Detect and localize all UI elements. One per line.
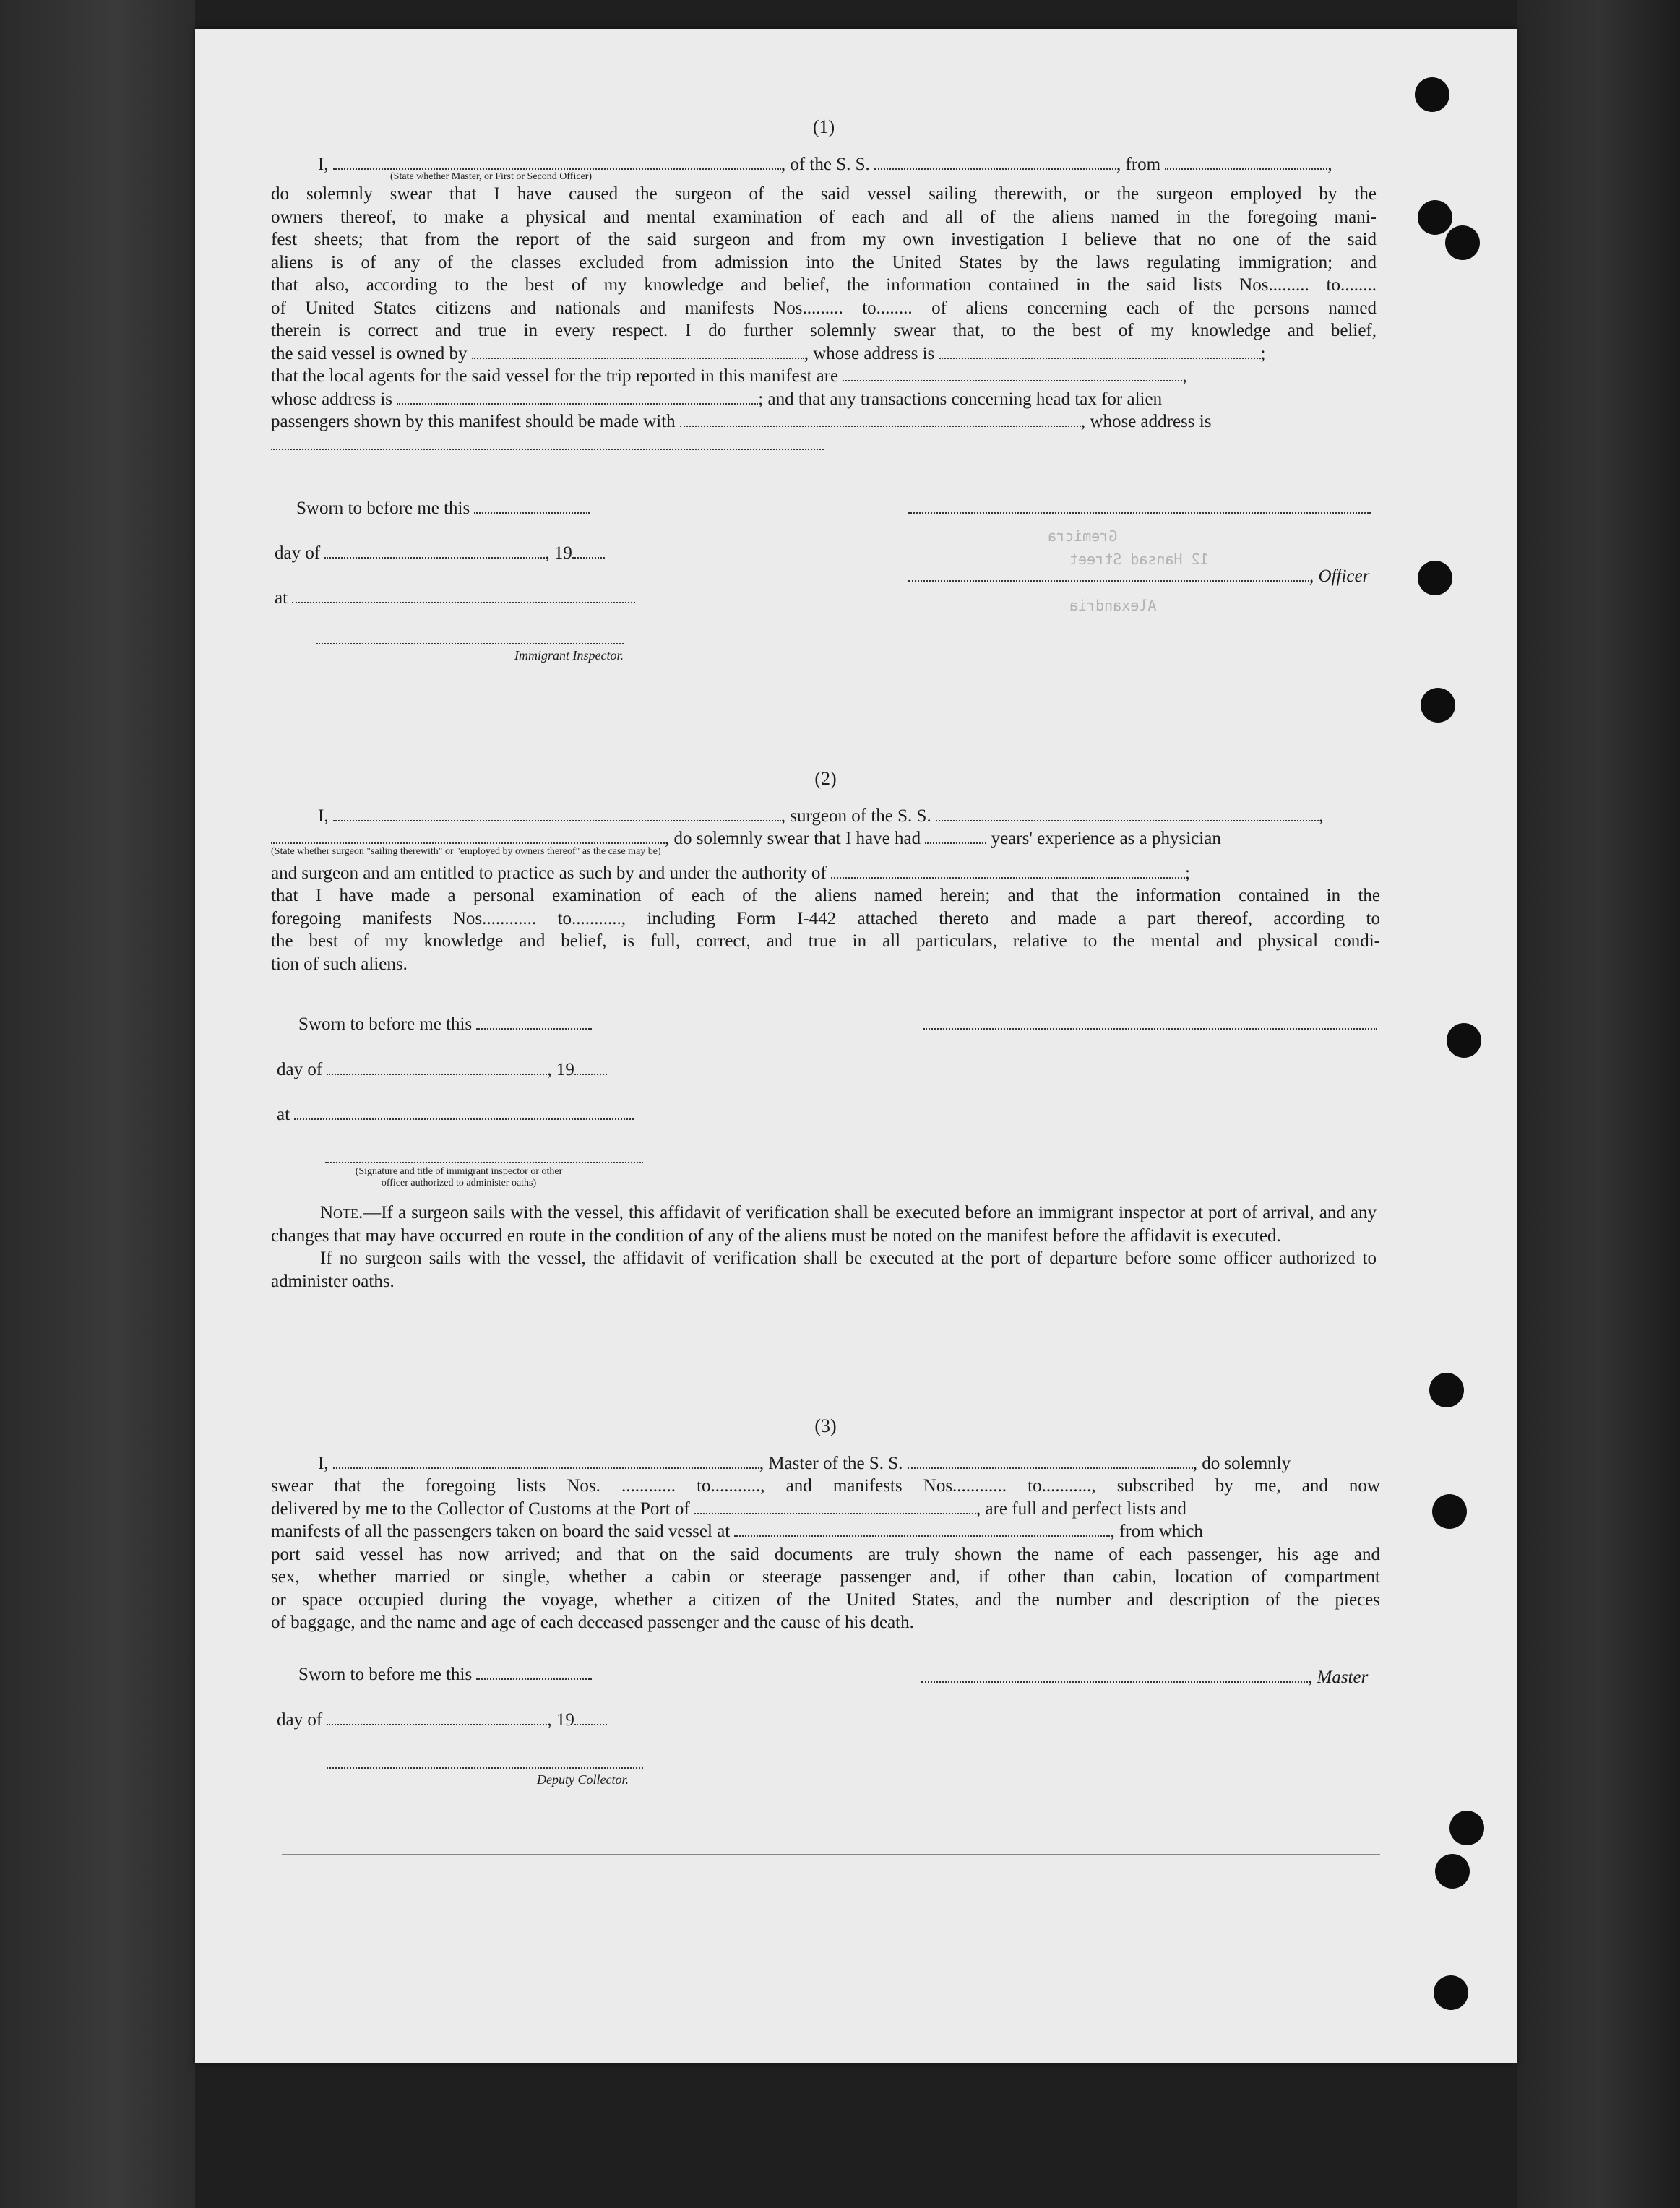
signature-caption: (Signature and title of immigrant inspector or other officer authorized to administer oaths) bbox=[355, 1166, 563, 1189]
sworn-line: Sworn to before me this bbox=[296, 497, 590, 519]
agents-line: that the local agents for the said vessel for the trip reported in this manifest are , bbox=[271, 366, 1187, 386]
authority-line: and surgeon and am entitled to practice as such by and under the authority of ; bbox=[271, 863, 1190, 883]
master-name-field[interactable] bbox=[333, 1454, 759, 1469]
port-field[interactable] bbox=[694, 1500, 976, 1514]
master-vessel-field[interactable] bbox=[908, 1454, 1193, 1469]
body-line: aliens is of any of the classes excluded from admission into the United States by the laws regulating immigration; and bbox=[271, 252, 1377, 272]
day-field[interactable] bbox=[327, 1711, 547, 1725]
officer-line: I, , of the S. S. , from , bbox=[318, 154, 1332, 174]
officer-signature-line bbox=[908, 497, 1371, 519]
scan-border-left bbox=[0, 0, 195, 2208]
at-line: at bbox=[277, 1103, 634, 1126]
section-number: (2) bbox=[814, 768, 837, 789]
body-line: that I have made a personal examination of each of the aliens named herein; and that the information contained in the bbox=[271, 886, 1380, 905]
place-field[interactable] bbox=[292, 589, 635, 603]
note-paragraph: Note.—If a surgeon sails with the vessel, this affidavit of verification shall be executed before an immigrant inspector at port of arrival, and any changes that may have occurred en route in the condition of any of the aliens must be noted on the manifest before the affidavit is executed. bbox=[271, 1203, 1377, 1246]
signature-caption: Immigrant Inspector. bbox=[514, 648, 624, 663]
punch-hole bbox=[1445, 225, 1480, 260]
passengers-line: passengers shown by this manifest should be made with , whose address is bbox=[271, 412, 1212, 431]
master-signature: , Master bbox=[921, 1666, 1368, 1689]
day-field[interactable] bbox=[324, 544, 545, 559]
bleed-through-text: Alexandria bbox=[1069, 597, 1157, 614]
sworn-date-field[interactable] bbox=[474, 499, 590, 514]
body-line: tion of such aliens. bbox=[271, 954, 408, 974]
section-3 bbox=[271, 1415, 1380, 1634]
body-line: owners thereof, to make a physical and mental examination of each and all of the aliens named in the foregoing mani- bbox=[271, 207, 1377, 227]
signature-caption: Deputy Collector. bbox=[537, 1772, 629, 1787]
surgeon-signature-field[interactable] bbox=[923, 1015, 1377, 1030]
punch-hole bbox=[1429, 1373, 1464, 1407]
officer-line-note: (State whether Master, or First or Second Officer) bbox=[390, 171, 593, 182]
section-number: (1) bbox=[812, 116, 835, 137]
punch-hole bbox=[1418, 200, 1452, 235]
surgeon-signature bbox=[923, 1013, 1377, 1035]
year-field[interactable] bbox=[574, 1061, 607, 1075]
bottom-rule bbox=[282, 1854, 1380, 1855]
from-field[interactable] bbox=[1165, 155, 1327, 170]
agents-address-line: whose address is ; and that any transactions concerning head tax for alien bbox=[271, 389, 1163, 409]
agents-field[interactable] bbox=[843, 367, 1182, 381]
head-tax-address-field[interactable] bbox=[271, 436, 824, 450]
officer-signature-field-1[interactable] bbox=[908, 499, 1371, 514]
authority-field[interactable] bbox=[831, 864, 1185, 879]
punch-hole bbox=[1435, 1854, 1470, 1889]
section-number: (3) bbox=[814, 1415, 837, 1436]
master-signature-field[interactable] bbox=[921, 1668, 1308, 1683]
day-line: day of , 19 bbox=[275, 542, 605, 564]
punch-hole bbox=[1432, 1494, 1467, 1529]
sworn-line: Sworn to before me this bbox=[298, 1013, 592, 1035]
body-line: or space occupied during the voyage, whether a citizen of the United States, and the number and description of the pieces bbox=[271, 1590, 1380, 1610]
bleed-through-text: Gremicra bbox=[1048, 527, 1118, 545]
punch-hole bbox=[1449, 1811, 1484, 1845]
place-field[interactable] bbox=[294, 1105, 634, 1120]
vessel-name-field[interactable] bbox=[874, 155, 1116, 170]
body-line: therein is correct and true in every respect. I do further solemnly swear that, to the best of my knowledge and belief, bbox=[271, 321, 1377, 340]
deputy-collector-signature bbox=[327, 1754, 643, 1791]
body-line: the best of my knowledge and belief, is full, correct, and true in all particulars, relative to the mental and physical condi- bbox=[271, 931, 1380, 951]
note-block bbox=[271, 1202, 1377, 1293]
owner-line: the said vessel is owned by , whose address is ; bbox=[271, 343, 1266, 363]
day-line: day of , 19 bbox=[277, 1058, 607, 1081]
inspector-signature-field[interactable] bbox=[325, 1149, 643, 1163]
boarding-port-field[interactable] bbox=[734, 1522, 1110, 1537]
punch-hole bbox=[1421, 688, 1455, 723]
surgeon-vessel-field[interactable] bbox=[936, 807, 1319, 821]
year-field[interactable] bbox=[574, 1711, 607, 1725]
body-line: foregoing manifests Nos............ to..........., including Form I-442 attached thereto and made a part thereof, according to bbox=[271, 908, 1380, 928]
sworn-date-field[interactable] bbox=[476, 1665, 592, 1680]
body-line: that also, according to the best of my knowledge and belief, the information contained in the said lists Nos......... to........ bbox=[271, 275, 1377, 295]
officer-signature: , Officer bbox=[908, 565, 1369, 587]
surgeon-oath-note: (State whether surgeon "sailing therewith" or "employed by owners thereof" as the case may be) bbox=[271, 845, 661, 857]
body-line: port said vessel has now arrived; and that on the said documents are truly shown the name of each passenger, his age and bbox=[271, 1544, 1380, 1564]
port-line: delivered by me to the Collector of Customs at the Port of , are full and perfect lists and bbox=[271, 1498, 1186, 1519]
officer-signature-field-2[interactable] bbox=[908, 567, 1309, 582]
owner-field[interactable] bbox=[472, 345, 804, 359]
sworn-line: Sworn to before me this bbox=[298, 1663, 592, 1686]
sworn-date-field[interactable] bbox=[476, 1015, 592, 1030]
day-line: day of , 19 bbox=[277, 1709, 607, 1731]
punch-hole bbox=[1434, 1975, 1468, 2010]
owner-address-field[interactable] bbox=[939, 345, 1261, 359]
inspector-signature-field[interactable] bbox=[316, 630, 624, 644]
surgeon-status-field[interactable] bbox=[271, 829, 665, 844]
boarding-port-line: manifests of all the passengers taken on board the said vessel at , from which bbox=[271, 1522, 1203, 1541]
body-line: swear that the foregoing lists Nos. ............ to..........., and manifests Nos............ to..........., subscribed by me, and now bbox=[271, 1476, 1380, 1496]
inspector-signature bbox=[325, 1149, 643, 1189]
bleed-through-text: 12 Hansad Street bbox=[1069, 551, 1209, 568]
at-line: at bbox=[275, 587, 635, 609]
note-paragraph: If no surgeon sails with the vessel, the affidavit of verification shall be executed at the port of departure before some officer authorized to administer oaths. bbox=[271, 1249, 1377, 1291]
day-field[interactable] bbox=[327, 1061, 547, 1075]
year-field[interactable] bbox=[572, 544, 605, 559]
scan-border-right bbox=[1517, 0, 1680, 2208]
surgeon-oath-line: , do solemnly swear that I have had years' experience as a physician bbox=[271, 827, 1380, 850]
agents-address-field[interactable] bbox=[397, 390, 758, 405]
years-field[interactable] bbox=[925, 829, 986, 844]
inspector-signature bbox=[316, 630, 624, 667]
punch-hole bbox=[1418, 561, 1452, 595]
punch-hole bbox=[1415, 77, 1449, 112]
deputy-collector-field[interactable] bbox=[327, 1754, 643, 1769]
body-line: sex, whether married or single, whether a cabin or steerage passenger and, if other than cabin, location of compartment bbox=[271, 1567, 1380, 1587]
head-tax-field[interactable] bbox=[680, 413, 1081, 427]
officer-name-field[interactable] bbox=[333, 155, 781, 170]
surgeon-line: I, , surgeon of the S. S. , bbox=[318, 806, 1324, 826]
body-line: fest sheets; that from the report of the said surgeon and from my own investigation I believe that no one of the said bbox=[271, 230, 1377, 249]
surgeon-name-field[interactable] bbox=[333, 807, 781, 821]
section-1 bbox=[271, 116, 1377, 456]
body-line: of baggage, and the name and age of each deceased passenger and the cause of his death. bbox=[271, 1613, 914, 1632]
master-line: I, , Master of the S. S. , do solemnly bbox=[318, 1453, 1291, 1473]
punch-hole bbox=[1447, 1023, 1481, 1058]
body-line: do solemnly swear that I have caused the surgeon of the said vessel sailing therewith, or the surgeon employed by the bbox=[271, 184, 1377, 204]
section-2 bbox=[271, 767, 1380, 975]
body-line: of United States citizens and nationals and manifests Nos......... to........ of aliens concerning each of the persons named bbox=[271, 298, 1377, 318]
